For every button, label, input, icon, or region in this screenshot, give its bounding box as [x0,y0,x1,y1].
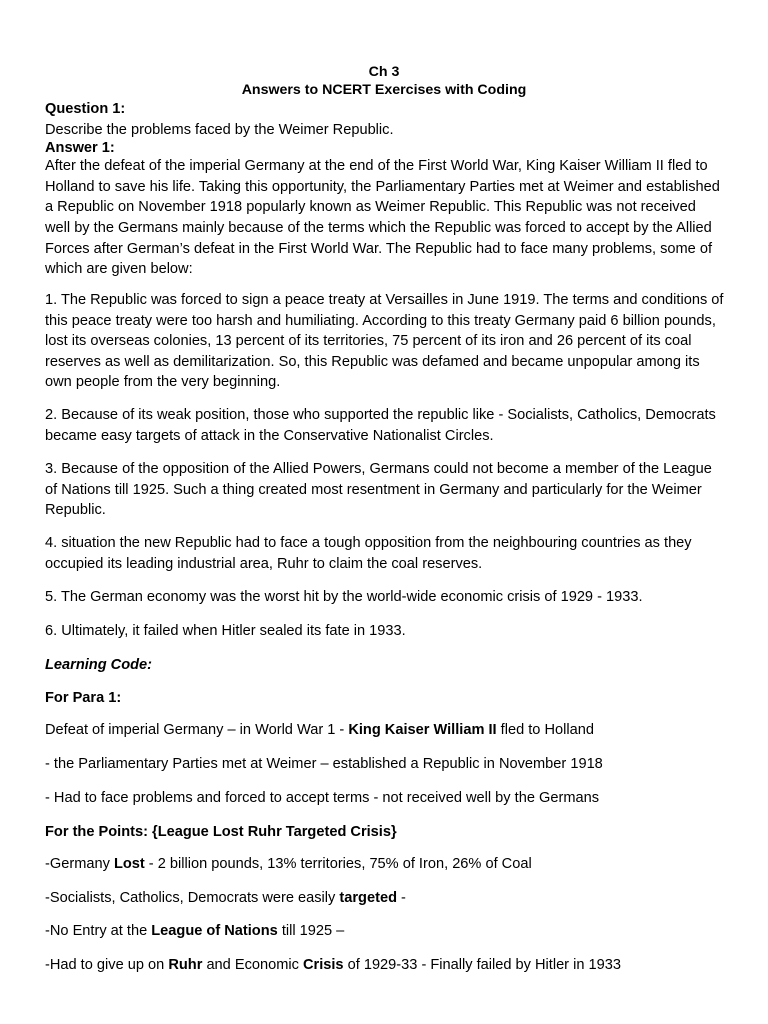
para-heading: For Para 1: [45,690,122,706]
para-line-2: - the Parliamentary Parties met at Weimer – established a Republic in November 1918 [45,756,603,772]
code-line-3-c: till 1925 – [277,923,345,939]
question-label: Question 1: [45,101,126,117]
code-line-3 [45,921,725,941]
code-line-2-b: targeted [339,890,397,906]
code-line-4-e: of 1929-33 - Finally failed by Hitler in 1933 [343,957,621,973]
code-line-4-b: Ruhr [168,957,203,973]
code-line-2-c: - [396,890,406,906]
question-block [45,99,725,280]
code-line-1-b: Lost [113,856,145,872]
question-text: Describe the problems faced by the Weimer Republic. [45,121,394,138]
para-line-1-a: Defeat of imperial Germany – in World War 1 - [45,722,349,738]
para-line-1 [45,720,725,740]
answer-label: Answer 1: [45,140,115,157]
chapter-label: Ch 3 [368,64,400,80]
code-line-1-a: -Germany [45,856,114,872]
code-line-2 [45,888,725,908]
point-4: 4. situation the new Republic had to face a tough opposition from the neighbouring countries as they occupied its leading industrial area, Ruhr to claim the coal reserves. [45,535,692,572]
code-line-1 [45,854,725,874]
para-line-1-b: King Kaiser William II [348,722,497,738]
answer-intro: After the defeat of the imperial Germany at the end of the First World War, King Kaiser William II fled to Holland to save his life. Taking this opportunity, the Parliamentary Parties met at Weimer and established a Republic on November 1918 popularly known as Weimer Republic. This Republic was not received well by the Germans mainly because of the terms which the Republic was forced to accept by the Allied Forces after German’s defeat in the First World War. The Republic had to face many problems, some of which are given below: [45,158,720,278]
code-line-4 [45,955,725,975]
point-1: 1. The Republic was forced to sign a peace treaty at Versailles in June 1919. The terms and conditions of this peace treaty were too harsh and humiliating. According to this treaty Germany paid 6 billion pounds, lost its overseas colonies, 13 percent of its territories, 75 percent of its iron and 26 percent of its coal reserves as well as demilitarization. So, this Republic was defamed and became unpopular among its own people from the very beginning. [45,292,724,391]
code-line-3-b: League of Nations [151,923,278,939]
code-line-4-a: -Had to give up on [45,957,169,973]
code-line-4-c: and Economic [202,957,303,973]
code-line-4-d: Crisis [302,957,344,973]
para-line-1-c: fled to Holland [496,722,594,738]
point-2: 2. Because of its weak position, those who supported the republic like - Socialists, Catholics, Democrats became easy targets of attack in the Conservative Nationalist Circles. [45,407,716,444]
code-line-3-a: -No Entry at the [45,923,152,939]
para-line-3: - Had to face problems and forced to accept terms - not received well by the Germans [45,790,600,806]
learning-code-heading: Learning Code: [45,657,153,673]
point-5: 5. The German economy was the worst hit by the world-wide economic crisis of 1929 - 1933. [45,589,643,605]
code-line-2-a: -Socialists, Catholics, Democrats were easily [45,890,340,906]
point-3: 3. Because of the opposition of the Allied Powers, Germans could not become a member of the League of Nations till 1925. Such a thing created most resentment in Germany and particularly for the Weimer Republic. [45,461,712,519]
code-line-1-c: - 2 billion pounds, 13% territories, 75% of Iron, 26% of Coal [144,856,532,872]
page-title: Answers to NCERT Exercises with Coding [241,82,527,98]
point-6: 6. Ultimately, it failed when Hitler sealed its fate in 1933. [45,623,406,639]
points-heading: For the Points: {League Lost Ruhr Targeted Crisis} [45,824,397,840]
